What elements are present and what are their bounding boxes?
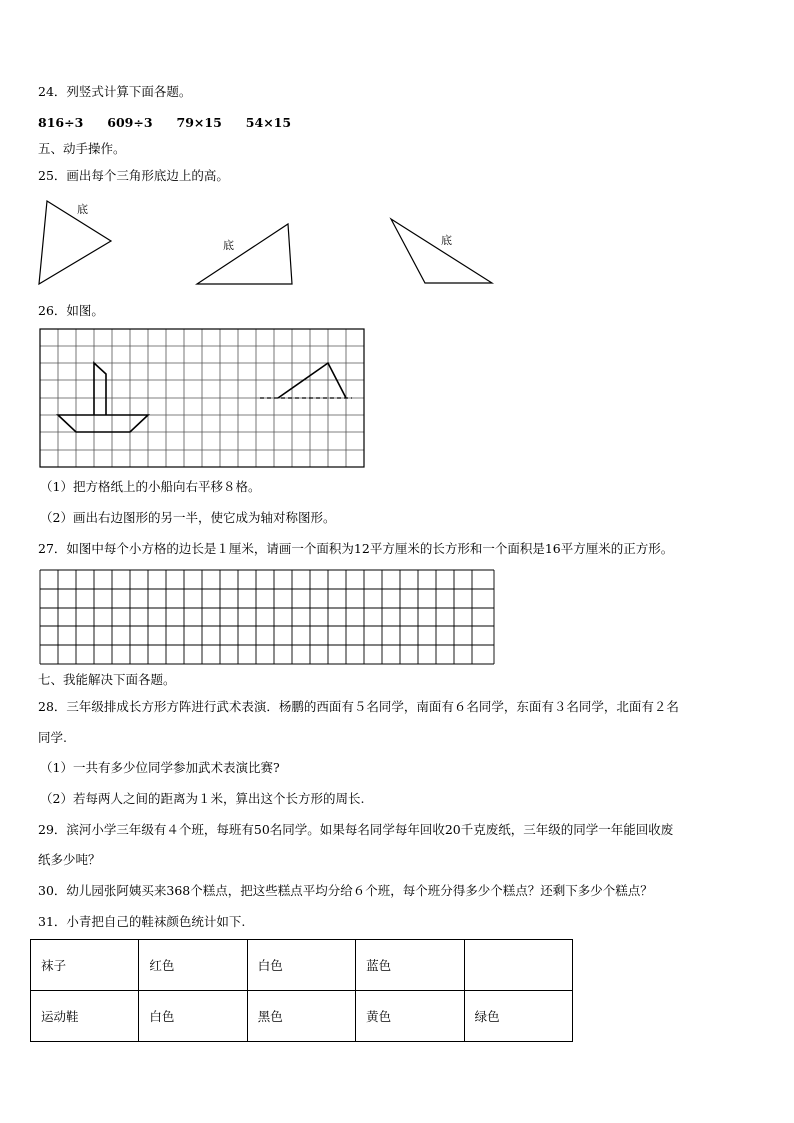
expression-2: 609÷3: [107, 115, 153, 130]
table-cell: 黑色: [247, 991, 355, 1042]
table-cell: 黄色: [356, 991, 464, 1042]
table-cell: [464, 940, 572, 991]
table-cell: 袜子: [31, 940, 139, 991]
q28-line2: 同学.: [38, 730, 67, 745]
q28-sub2: （2）若每两人之间的距离为１米，算出这个长方形的周长.: [40, 791, 365, 806]
q31-title: 31．小青把自己的鞋袜颜色统计如下.: [38, 914, 246, 929]
q28-line1: 28．三年级排成长方形方阵进行武术表演．杨鹏的西面有５名同学，南面有６名同学，东面有３名同学，北面有２名: [38, 699, 679, 714]
triangle-1-base-label: 底: [77, 203, 88, 216]
table-cell: 白色: [139, 991, 247, 1042]
q30-title: 30．幼儿园张阿姨买来368个糕点，把这些糕点平均分给６个班，每个班分得多少个糕点？还剩下多少个糕点？: [38, 883, 653, 898]
table-row-socks: [31, 940, 573, 991]
triangle-2-base-label: 底: [223, 239, 234, 252]
q29-line1: 29．滨河小学三年级有４个班，每班有50名同学。如果每名同学每年回收20千克废纸，三年级的同学一年能回收废: [38, 822, 674, 837]
expression-1: 816÷3: [38, 115, 84, 130]
q27-title: 27．如图中每个小方格的边长是１厘米，请画一个面积为12平方厘米的长方形和一个面积是16平方厘米的正方形。: [38, 541, 674, 556]
table-cell: 蓝色: [356, 940, 464, 991]
table-cell: 绿色: [464, 991, 572, 1042]
q26-sub1: （1）把方格纸上的小船向右平移８格。: [40, 479, 261, 494]
section-5-title: 五、动手操作。: [38, 141, 126, 156]
q26-sub2: （2）画出右边图形的另一半，使它成为轴对称图形。: [40, 510, 336, 525]
expression-3: 79×15: [176, 115, 222, 130]
color-stats-table: [30, 939, 573, 1042]
table-cell: 红色: [139, 940, 247, 991]
q24-title: 24．列竖式计算下面各题。: [38, 84, 192, 99]
table-row-shoes: [31, 991, 573, 1042]
q28-sub1: （1）一共有多少位同学参加武术表演比赛?: [40, 760, 280, 775]
expression-4: 54×15: [245, 115, 292, 130]
q26-title: 26．如图。: [38, 303, 104, 318]
table-cell: 运动鞋: [31, 991, 139, 1042]
triangle-3-base-label: 底: [441, 234, 452, 247]
table-cell: 白色: [247, 940, 355, 991]
section-7-title: 七、我能解决下面各题。: [38, 672, 176, 687]
q29-line2: 纸多少吨？: [38, 852, 101, 867]
q25-title: 25．画出每个三角形底边上的高。: [38, 168, 229, 183]
